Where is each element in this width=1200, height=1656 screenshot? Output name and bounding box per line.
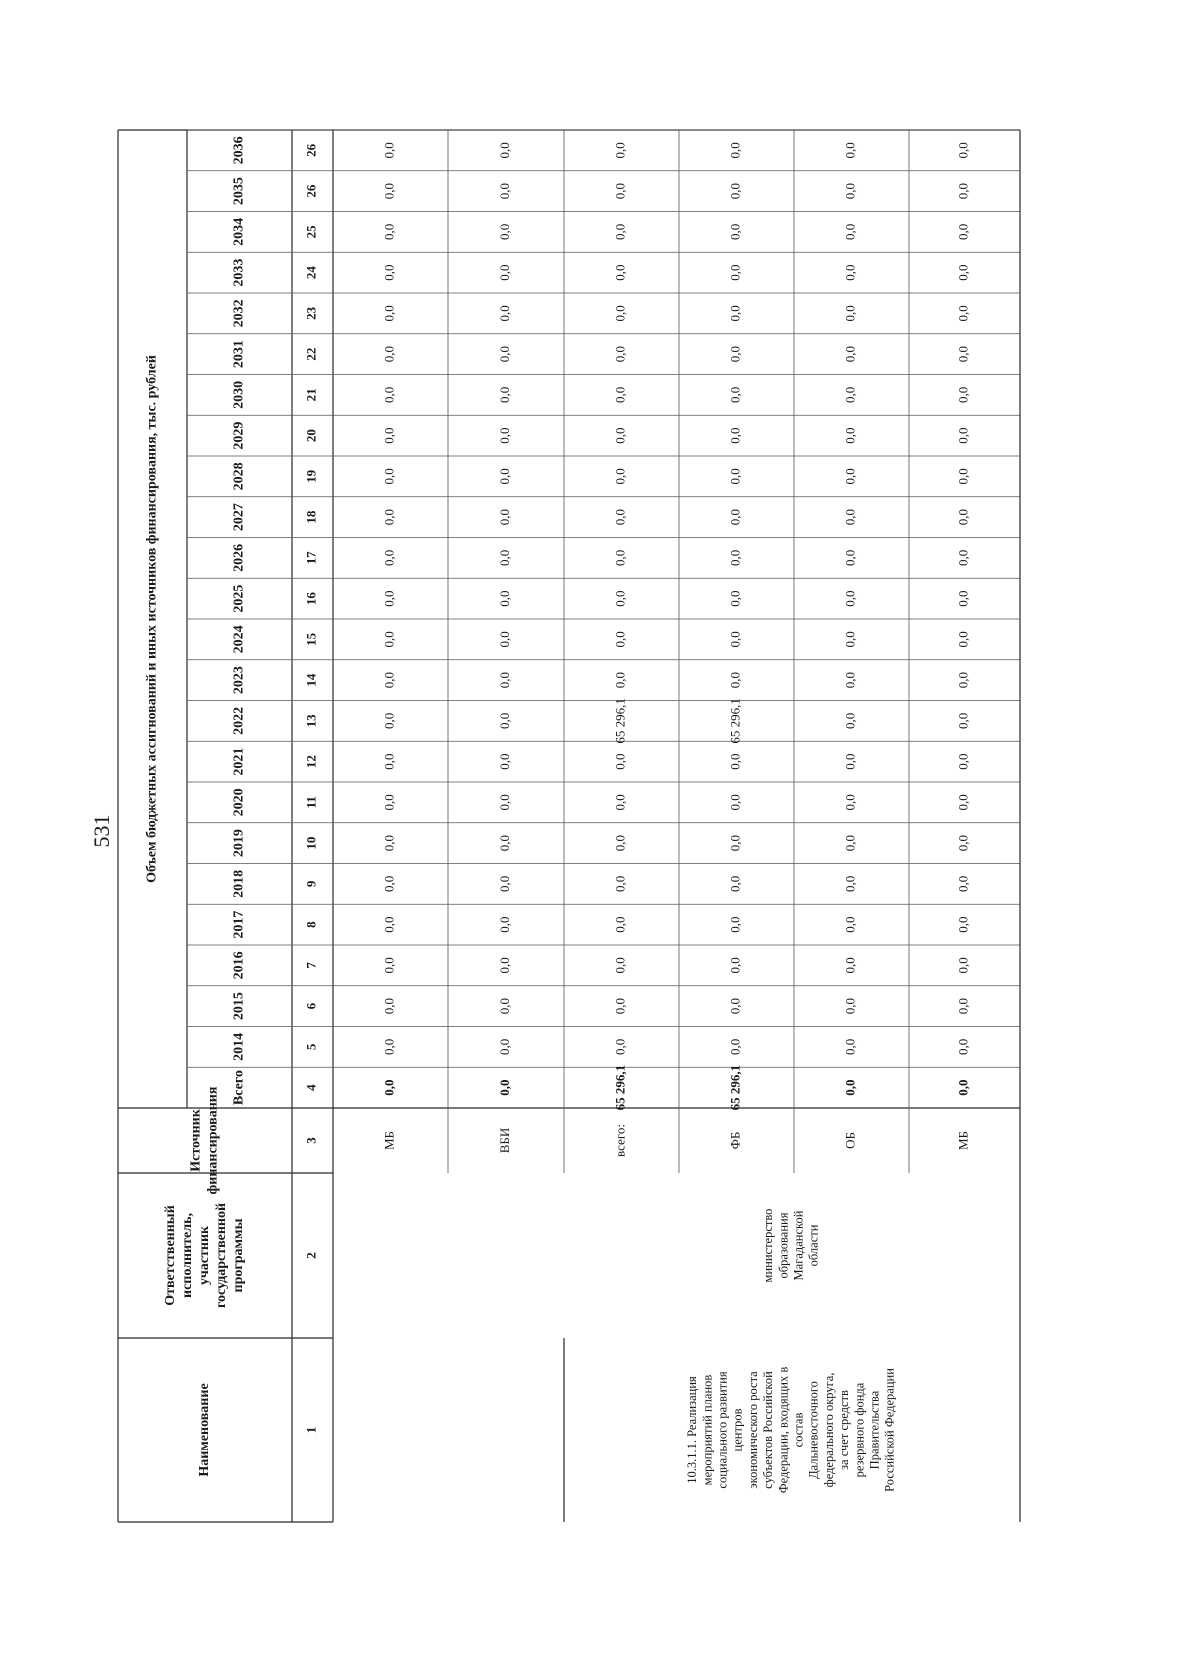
row-value: 0,0: [955, 386, 971, 403]
header-year: 2036: [231, 136, 247, 165]
row-value: 0,0: [381, 957, 397, 974]
row-value: 0,0: [496, 305, 512, 322]
column-number: 15: [303, 632, 319, 646]
header-year: 2014: [231, 1032, 247, 1061]
row-value: 65 296,1: [612, 698, 628, 744]
measure-name: 10.3.1.1. Реализация: [685, 1376, 700, 1484]
row-value: 0,0: [955, 305, 971, 322]
row-value: 0,0: [727, 1038, 743, 1055]
row-value: 0,0: [381, 916, 397, 933]
row-value: 0,0: [727, 549, 743, 566]
row-value: 0,0: [727, 223, 743, 240]
row-value: 0,0: [381, 1038, 397, 1055]
row-total: 0,0: [496, 1079, 512, 1096]
column-number: 16: [303, 592, 319, 606]
row-value: 0,0: [612, 835, 628, 852]
column-number: 26: [303, 143, 319, 157]
row-value: 0,0: [842, 957, 858, 974]
row-total: 0,0: [842, 1079, 858, 1096]
header-year: 2015: [231, 992, 247, 1021]
measure-name: Федерации, входящих в: [776, 1366, 791, 1494]
row-total: 65 296,1: [612, 1064, 628, 1111]
row-value: 0,0: [727, 916, 743, 933]
row-value: 0,0: [381, 549, 397, 566]
row-value: 0,0: [955, 264, 971, 281]
column-number: 3: [303, 1137, 319, 1144]
row-value: 0,0: [727, 142, 743, 159]
row-value: 0,0: [727, 386, 743, 403]
header-executor: участник: [197, 1225, 213, 1286]
row-value: 0,0: [842, 794, 858, 811]
row-value: 0,0: [612, 264, 628, 281]
header-year: 2018: [231, 869, 247, 898]
row-value: 0,0: [496, 183, 512, 200]
row-value: 0,0: [955, 631, 971, 648]
measure-name: Дальневосточного: [806, 1381, 821, 1479]
header-year: 2032: [231, 299, 247, 328]
row-value: 0,0: [842, 916, 858, 933]
row-value: 0,0: [612, 753, 628, 770]
row-value: 0,0: [612, 998, 628, 1015]
row-value: 0,0: [496, 427, 512, 444]
row-value: 0,0: [955, 712, 971, 729]
row-value: 0,0: [955, 142, 971, 159]
row-value: 0,0: [381, 183, 397, 200]
column-number: 9: [303, 880, 319, 888]
row-source: МБ: [381, 1130, 397, 1151]
measure-name: центров: [730, 1408, 745, 1452]
row-value: 0,0: [727, 835, 743, 852]
row-value: 0,0: [612, 468, 628, 485]
row-value: 0,0: [842, 631, 858, 648]
row-value: 0,0: [955, 753, 971, 770]
row-value: 0,0: [842, 183, 858, 200]
column-number: 6: [303, 1002, 319, 1010]
column-number: 18: [303, 510, 319, 524]
measure-executor: министерство: [761, 1208, 776, 1283]
row-value: 0,0: [612, 509, 628, 526]
row-value: 0,0: [842, 672, 858, 689]
row-value: 0,0: [955, 794, 971, 811]
row-value: 0,0: [955, 346, 971, 363]
row-value: 0,0: [842, 1038, 858, 1055]
header-year: 2034: [231, 217, 247, 246]
row-value: 0,0: [612, 957, 628, 974]
measure-executor: образования: [776, 1212, 791, 1279]
row-value: 0,0: [842, 223, 858, 240]
row-value: 0,0: [955, 468, 971, 485]
measure-executor: области: [806, 1224, 821, 1267]
row-value: 0,0: [842, 875, 858, 892]
measure-executor: Магаданской: [791, 1210, 806, 1281]
row-value: 0,0: [955, 223, 971, 240]
row-value: 0,0: [381, 386, 397, 403]
row-value: 0,0: [727, 509, 743, 526]
row-value: 0,0: [727, 427, 743, 444]
measure-name: за счет средств: [837, 1390, 852, 1470]
column-number: 7: [303, 962, 319, 969]
table-text: [145, 136, 971, 1493]
column-number: 13: [303, 714, 319, 728]
column-number: 20: [303, 429, 319, 443]
row-value: 0,0: [612, 386, 628, 403]
column-number: 14: [303, 673, 319, 687]
row-value: 0,0: [955, 916, 971, 933]
header-year: 2020: [231, 788, 247, 817]
row-value: 0,0: [727, 468, 743, 485]
row-value: 0,0: [612, 794, 628, 811]
header-year: 2035: [231, 177, 247, 206]
row-value: 0,0: [496, 549, 512, 566]
row-total: 0,0: [955, 1079, 971, 1096]
row-value: 0,0: [727, 753, 743, 770]
row-value: 0,0: [955, 835, 971, 852]
row-value: 0,0: [727, 998, 743, 1015]
row-value: 0,0: [381, 631, 397, 648]
row-value: 0,0: [842, 468, 858, 485]
row-value: 0,0: [955, 875, 971, 892]
measure-name: экономического роста: [745, 1371, 760, 1489]
row-value: 0,0: [496, 1038, 512, 1055]
measure-name: Правительства: [867, 1390, 882, 1470]
row-value: 0,0: [496, 712, 512, 729]
row-source: МБ: [955, 1130, 971, 1151]
row-value: 0,0: [727, 631, 743, 648]
header-year: 2033: [231, 258, 247, 287]
row-value: 0,0: [727, 305, 743, 322]
column-number: 4: [303, 1084, 319, 1091]
measure-name: Российской Федерации: [882, 1368, 897, 1492]
table-grid-lines: [118, 130, 1020, 1522]
row-value: 0,0: [381, 835, 397, 852]
row-value: 0,0: [612, 590, 628, 607]
row-value: 0,0: [381, 346, 397, 363]
row-value: 0,0: [727, 264, 743, 281]
header-year: 2021: [231, 747, 247, 776]
page-number: 531: [89, 814, 114, 848]
row-value: 0,0: [727, 672, 743, 689]
row-value: 0,0: [727, 346, 743, 363]
header-year: 2019: [231, 829, 247, 858]
row-value: 0,0: [612, 631, 628, 648]
column-number: 1: [303, 1426, 319, 1434]
row-value: 0,0: [496, 142, 512, 159]
row-value: 0,0: [842, 835, 858, 852]
header-executor: исполнитель,: [180, 1213, 196, 1298]
row-value: 0,0: [381, 223, 397, 240]
measure-name: социального развития: [715, 1371, 730, 1489]
row-value: 0,0: [842, 142, 858, 159]
header-executor: государственной: [214, 1202, 230, 1309]
row-value: 0,0: [496, 509, 512, 526]
row-value: 0,0: [496, 916, 512, 933]
header-year: 2022: [231, 706, 247, 735]
header-year: 2023: [231, 666, 247, 695]
column-number: 21: [303, 388, 319, 402]
row-value: 0,0: [955, 957, 971, 974]
row-value: 0,0: [612, 305, 628, 322]
row-value: 0,0: [955, 1038, 971, 1055]
row-value: 0,0: [842, 753, 858, 770]
row-value: 0,0: [727, 590, 743, 607]
row-value: 0,0: [612, 223, 628, 240]
row-source: ВБИ: [496, 1127, 512, 1154]
row-source: всего:: [612, 1124, 628, 1157]
row-value: 0,0: [496, 835, 512, 852]
column-number: 11: [303, 796, 319, 809]
header-year: 2028: [231, 462, 247, 491]
header-year: 2031: [231, 340, 247, 369]
column-number: 10: [303, 836, 319, 850]
row-value: 0,0: [612, 1038, 628, 1055]
header-year: 2025: [231, 584, 247, 613]
row-value: 0,0: [496, 875, 512, 892]
header-year: 2017: [231, 910, 247, 939]
row-value: 0,0: [496, 957, 512, 974]
row-value: 0,0: [381, 142, 397, 159]
row-value: 0,0: [955, 549, 971, 566]
row-value: 0,0: [381, 264, 397, 281]
column-number: 12: [303, 755, 319, 769]
row-value: 0,0: [381, 753, 397, 770]
header-year: 2024: [231, 625, 247, 654]
row-value: 0,0: [842, 346, 858, 363]
row-source: ФБ: [727, 1131, 743, 1150]
row-total: 0,0: [381, 1079, 397, 1096]
row-value: 0,0: [496, 753, 512, 770]
header-source: Источник: [188, 1109, 204, 1172]
row-value: 0,0: [612, 549, 628, 566]
row-total: 65 296,1: [727, 1064, 743, 1111]
row-value: 0,0: [842, 305, 858, 322]
column-number: 26: [303, 184, 319, 198]
row-value: 0,0: [955, 427, 971, 444]
header-year: 2026: [231, 543, 247, 572]
row-value: 0,0: [612, 875, 628, 892]
header-year: 2029: [231, 421, 247, 450]
row-value: 0,0: [842, 712, 858, 729]
column-number: 24: [303, 266, 319, 280]
row-value: 0,0: [612, 346, 628, 363]
row-value: 0,0: [612, 427, 628, 444]
row-value: 0,0: [381, 875, 397, 892]
measure-name: мероприятий планов: [700, 1374, 715, 1486]
row-value: 0,0: [842, 509, 858, 526]
measure-name: резервного фонда: [852, 1382, 867, 1478]
row-value: 0,0: [496, 346, 512, 363]
row-value: 0,0: [727, 183, 743, 200]
column-number: 22: [303, 347, 319, 361]
row-value: 0,0: [496, 468, 512, 485]
row-value: 0,0: [842, 264, 858, 281]
row-value: 0,0: [496, 223, 512, 240]
row-value: 0,0: [842, 998, 858, 1015]
row-value: 0,0: [612, 916, 628, 933]
column-number: 17: [303, 551, 319, 565]
header-volume: Объем бюджетных ассигнований и иных источников финансирования, тыс. рублей: [144, 355, 160, 883]
row-source: ОБ: [842, 1132, 858, 1149]
row-value: 0,0: [955, 672, 971, 689]
row-value: 0,0: [727, 794, 743, 811]
row-value: 0,0: [381, 712, 397, 729]
row-value: 0,0: [381, 672, 397, 689]
row-value: 0,0: [842, 386, 858, 403]
row-value: 0,0: [496, 264, 512, 281]
header-year: 2016: [231, 951, 247, 980]
row-value: 0,0: [381, 305, 397, 322]
row-value: 0,0: [381, 509, 397, 526]
header-year: 2027: [231, 503, 247, 532]
column-number: 19: [303, 469, 319, 483]
measure-name: федерального округа,: [821, 1372, 836, 1488]
header-executor: программы: [231, 1218, 247, 1293]
row-value: 0,0: [727, 875, 743, 892]
measure-name: состав: [791, 1412, 806, 1448]
column-number: 23: [303, 306, 319, 320]
row-value: 0,0: [381, 794, 397, 811]
row-value: 0,0: [955, 998, 971, 1015]
row-value: 0,0: [955, 183, 971, 200]
column-number: 5: [303, 1043, 319, 1051]
row-value: 0,0: [612, 142, 628, 159]
row-value: 0,0: [955, 590, 971, 607]
row-value: 0,0: [381, 468, 397, 485]
row-value: 0,0: [842, 549, 858, 566]
header-source: финансирования: [205, 1086, 221, 1195]
row-value: 0,0: [496, 794, 512, 811]
row-value: 0,0: [496, 590, 512, 607]
row-value: 0,0: [612, 672, 628, 689]
row-value: 0,0: [496, 672, 512, 689]
header-executor: Ответственный: [163, 1205, 179, 1306]
row-value: 0,0: [955, 509, 971, 526]
header-year: 2030: [231, 380, 247, 409]
row-value: 0,0: [381, 590, 397, 607]
row-value: 0,0: [381, 427, 397, 444]
column-number: 2: [303, 1252, 319, 1259]
measure-name: субъектов Российской: [761, 1371, 776, 1489]
row-value: 0,0: [727, 957, 743, 974]
row-value: 0,0: [496, 631, 512, 648]
row-value: 0,0: [496, 998, 512, 1015]
column-number: 25: [303, 225, 319, 239]
column-number: 8: [303, 921, 319, 928]
row-value: 0,0: [381, 998, 397, 1015]
row-value: 0,0: [612, 183, 628, 200]
row-value: 0,0: [842, 427, 858, 444]
row-value: 0,0: [842, 590, 858, 607]
row-value: 65 296,1: [727, 698, 743, 744]
header-total: Всего: [231, 1070, 247, 1106]
row-value: 0,0: [496, 386, 512, 403]
header-name: Наименование: [197, 1383, 213, 1477]
